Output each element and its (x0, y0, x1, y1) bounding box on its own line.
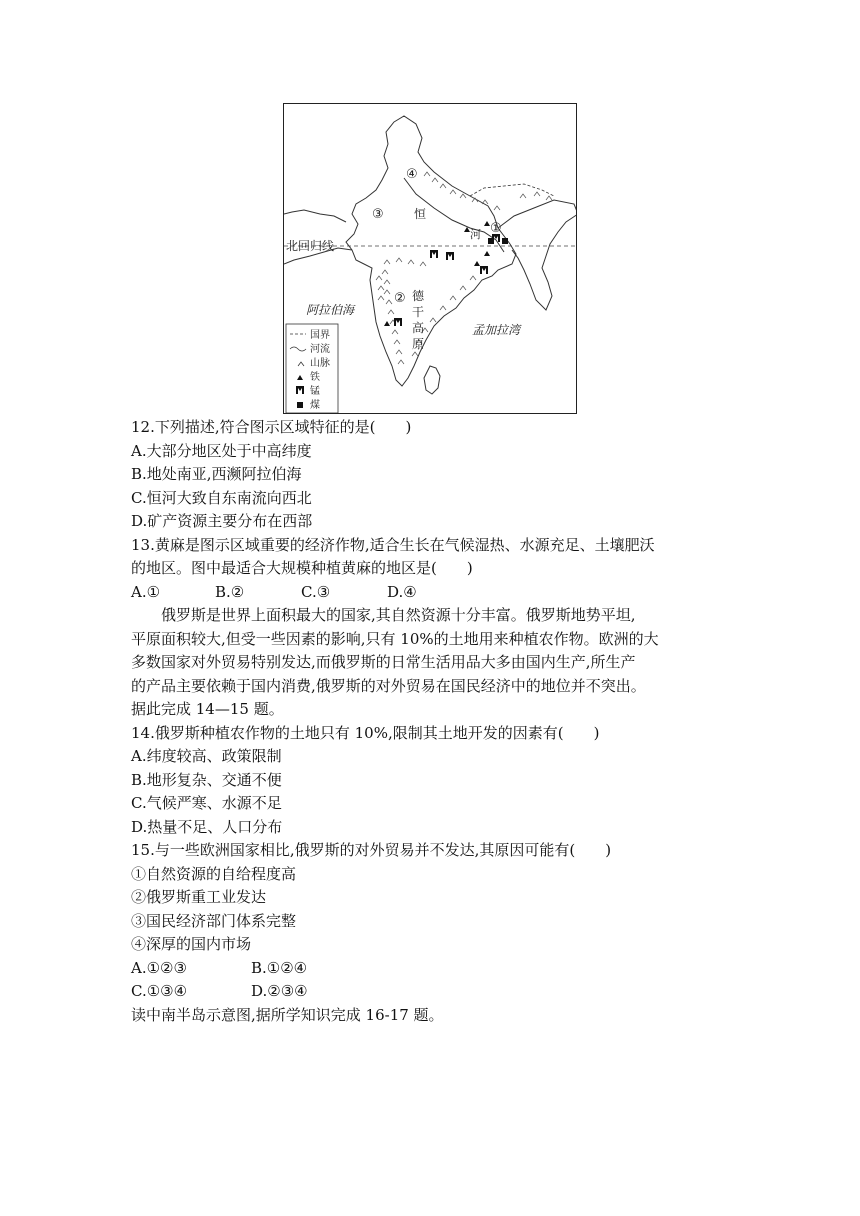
questions-block (131, 416, 741, 1027)
q14-stem: 14.俄罗斯种植农作物的土地只有 10%,限制其土地开发的因素有( ) (131, 723, 600, 742)
q14-option-c[interactable]: C.气候严寒、水源不足 (131, 794, 282, 812)
q14-option-b[interactable]: B.地形复杂、交通不便 (131, 770, 282, 789)
tropic-label: 北回归线 (286, 239, 335, 253)
q15-option-d[interactable]: D.②③④ (251, 982, 308, 1000)
q15-option-b[interactable]: B.①②④ (251, 958, 308, 977)
q13-option-d[interactable]: D.④ (387, 582, 417, 601)
q12-option-a[interactable]: A.大部分地区处于中高纬度 (131, 441, 312, 460)
q14-option-a[interactable]: A.纬度较高、政策限制 (131, 747, 282, 765)
bay-of-bengal-label: 孟加拉湾 (472, 323, 521, 337)
q15-statement-3: ③国民经济部门体系完整 (131, 911, 297, 930)
region-2-label: ② (394, 291, 406, 306)
legend-label-mountain: 山脉 (310, 358, 330, 369)
ganges-label-1: 恒 (414, 207, 427, 221)
sri-lanka-outline (424, 366, 440, 394)
q12-stem: 12.下列描述,符合图示区域特征的是( ) (131, 418, 412, 436)
q15-statement-1: ①自然资源的自给程度高 (131, 864, 297, 883)
legend-label-iron: 铁 (310, 372, 320, 383)
q15-options-row-2 (131, 980, 741, 1004)
region-4-label: ④ (406, 167, 418, 182)
passage-line-3: 多数国家对外贸易特别发达,而俄罗斯的日常生活用品大多由国内生产,所生产 (131, 653, 636, 671)
map-legend (286, 324, 338, 413)
q12-option-c[interactable]: C.恒河大致自东南流向西北 (131, 488, 312, 507)
q16-17-intro: 读中南半岛示意图,据所学知识完成 16-17 题。 (131, 1005, 444, 1024)
q13-options (131, 581, 741, 605)
q15-statement-4: ④深厚的国内市场 (131, 935, 252, 953)
passage-line-5: 据此完成 14—15 题。 (131, 700, 284, 718)
region-3-label: ③ (372, 207, 384, 222)
q15-stem: 15.与一些欧洲国家相比,俄罗斯的对外贸易并不发达,其原因可能有( ) (131, 841, 612, 859)
deccan-label-2: 干 (412, 305, 425, 319)
passage-line-4: 的产品主要依赖于国内消费,俄罗斯的对外贸易在国民经济中的地位并不突出。 (131, 676, 646, 695)
q13-stem-line1: 13.黄麻是图示区域重要的经济作物,适合生长在气候湿热、水源充足、土壤肥沃 (131, 535, 655, 554)
legend-label-coal: 煤 (310, 400, 320, 411)
deccan-label-3: 高 (412, 321, 425, 335)
deccan-label-1: 德 (412, 289, 425, 303)
legend-label-border: 国界 (310, 330, 330, 341)
q13-option-a[interactable]: A.① (131, 582, 161, 601)
q15-option-c[interactable]: C.①③④ (131, 982, 188, 1000)
deccan-label-4: 原 (412, 337, 425, 351)
legend-label-river: 河流 (310, 344, 330, 355)
ne-boundary (470, 184, 554, 196)
passage-line-2: 平原面积较大,但受一些因素的影响,只有 10%的土地用来种植农作物。欧洲的大 (131, 629, 659, 648)
q12-option-d[interactable]: D.矿产资源主要分布在西部 (131, 512, 313, 530)
q13-option-c[interactable]: C.③ (301, 582, 331, 601)
passage-line-1: 俄罗斯是世界上面积最大的国家,其自然资源十分丰富。俄罗斯地势平坦, (161, 606, 636, 624)
q15-options-row-1 (131, 957, 741, 981)
india-map-figure (283, 103, 577, 414)
q15-option-a[interactable]: A.①②③ (131, 958, 187, 977)
ganges-label-2: 河 (470, 228, 481, 241)
q13-option-b[interactable]: B.② (215, 582, 245, 601)
arabian-sea-label: 阿拉伯海 (306, 303, 355, 317)
legend-label-manganese: 锰 (310, 386, 320, 397)
region-1-label: ① (490, 221, 502, 236)
q13-stem-line2: 的地区。图中最适合大规模种植黄麻的地区是( ) (131, 559, 473, 577)
coal-icon (297, 402, 303, 408)
india-map-svg (284, 104, 577, 414)
q15-statement-2: ②俄罗斯重工业发达 (131, 888, 267, 906)
q12-option-b[interactable]: B.地处南亚,西濒阿拉伯海 (131, 465, 302, 483)
q14-option-d[interactable]: D.热量不足、人口分布 (131, 817, 283, 836)
northern-boundary (284, 210, 346, 222)
